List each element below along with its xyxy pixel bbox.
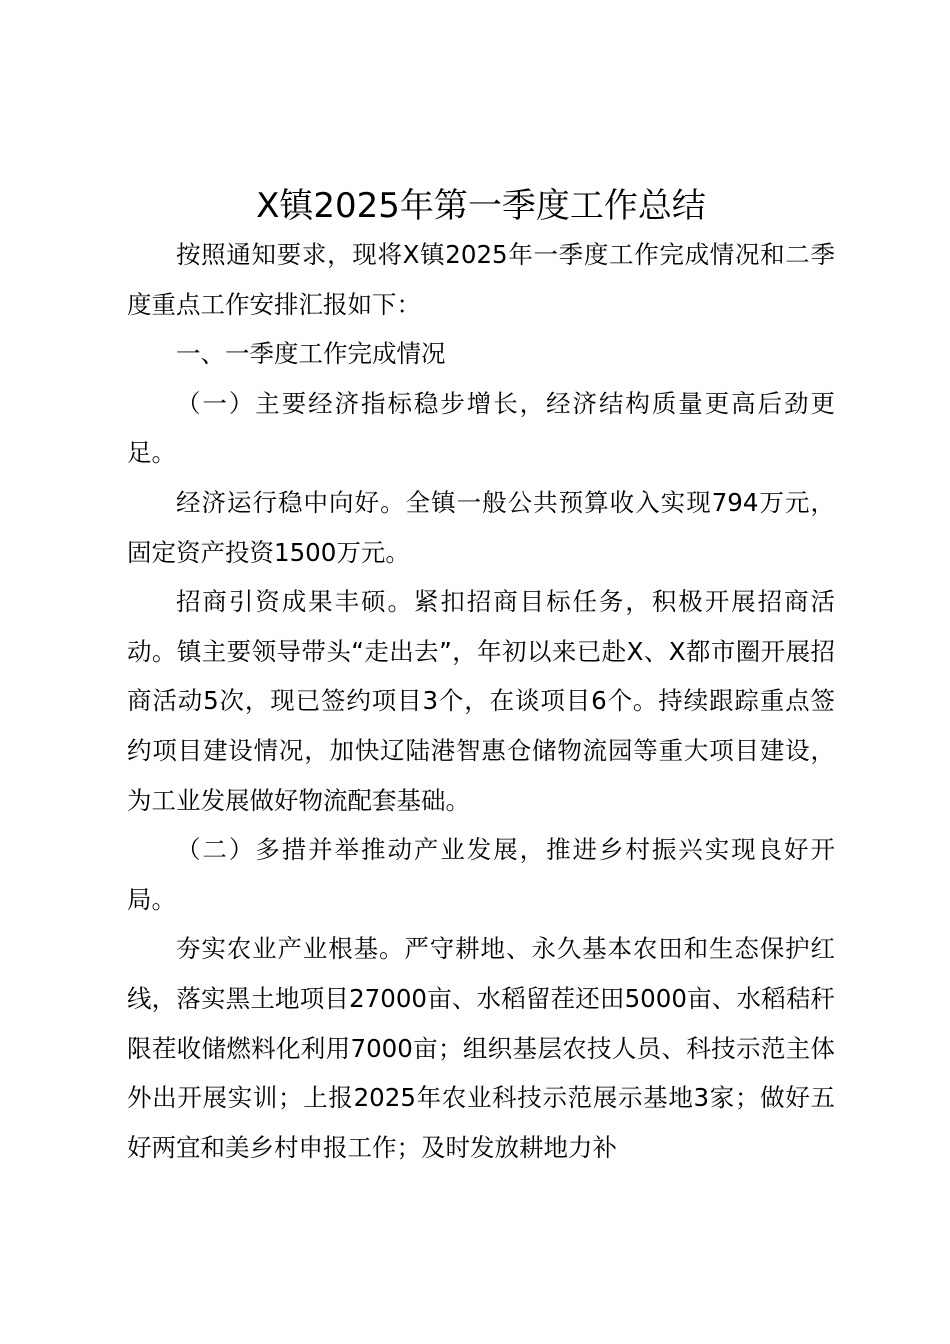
document-title: X镇2025年第一季度工作总结: [256, 186, 706, 226]
section-heading-1: 一、一季度工作完成情况: [176, 339, 446, 369]
agriculture-paragraph: 夯实农业产业根基。严守耕地、永久基本农田和生态保护红线，落实黑土地项目27000亩、水稻留茬还田5000亩、水稻秸秆限茬收储燃料化利用7000亩；组织基层农技人员、科技示范主体外出开展实训；上报2025年农业科技示范展示基地3家；做好五好两宜和美乡村申报工作；及时发放耕地力补: [127, 934, 835, 1162]
intro-paragraph: 按照通知要求，现将X镇2025年一季度工作完成情况和二季度重点工作安排汇报如下：: [127, 240, 835, 319]
subsection-heading-1: （一）主要经济指标稳步增长，经济结构质量更高后劲更足。: [127, 388, 835, 468]
document-body: [127, 182, 835, 1172]
subsection-heading-2: （二）多措并举推动产业发展，推进乡村振兴实现良好开局。: [127, 835, 835, 914]
economy-paragraph: 经济运行稳中向好。全镇一般公共预算收入实现794万元，固定资产投资1500万元。: [127, 487, 835, 567]
investment-paragraph: 招商引资成果丰硕。紧扣招商目标任务，积极开展招商活动。镇主要领导带头“走出去”，年初以来已赴X、X都市圈开展招商活动5次，现已签约项目3个，在谈项目6个。持续跟踪重点签约项目建设情况，加快辽陆港智惠仓储物流园等重大项目建设，为工业发展做好物流配套基础。: [127, 587, 835, 815]
